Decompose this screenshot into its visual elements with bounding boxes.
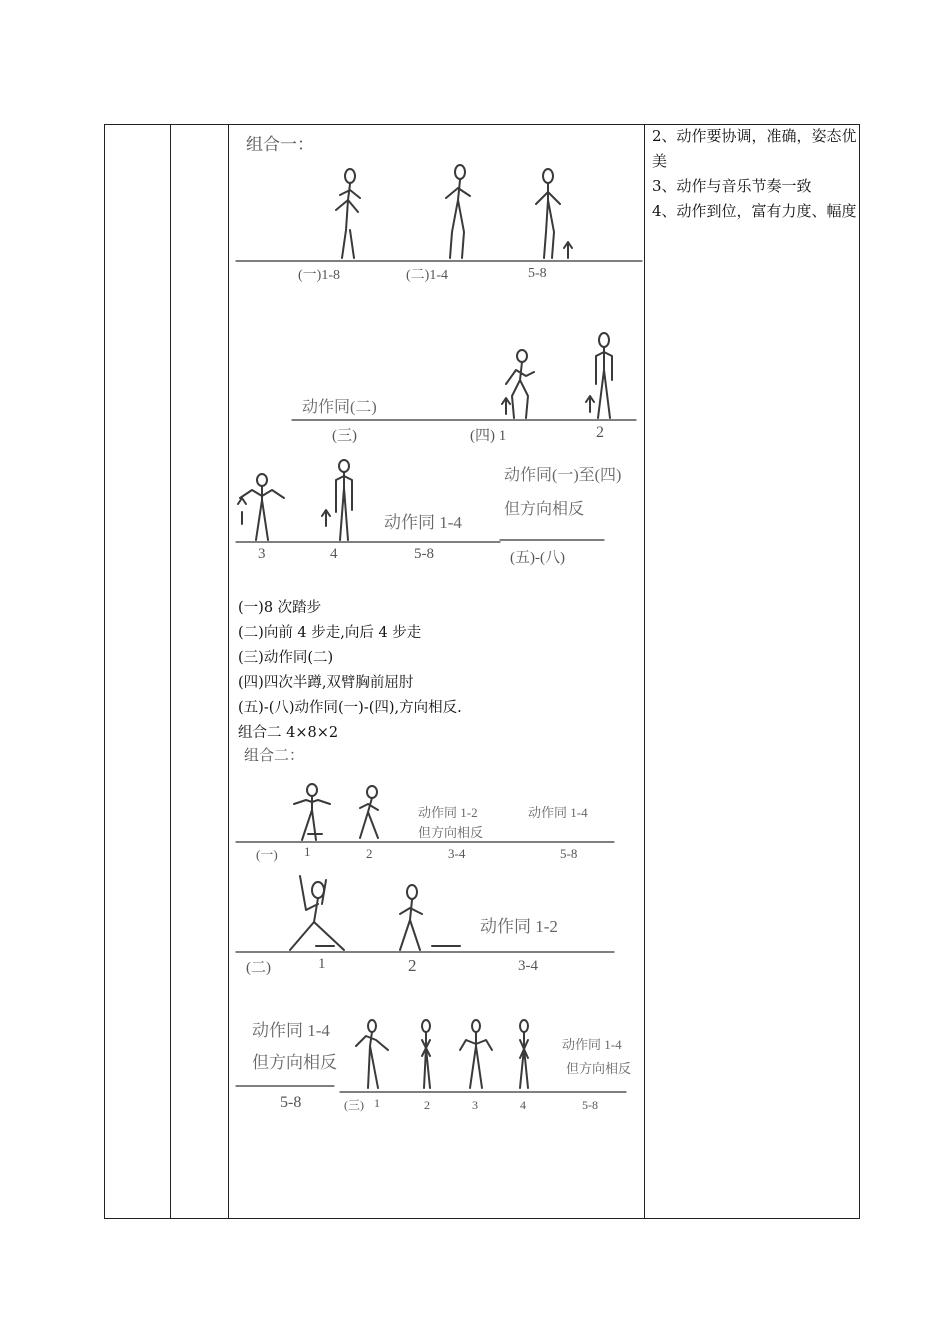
combo2-r1-note: 但方向相反 [418, 825, 484, 840]
requirement-item: 3、动作与音乐节奏一致 [652, 177, 812, 195]
combo1-row3-side-note: 动作同(一)至(四) [504, 467, 622, 484]
combo2-r1-label: 3-4 [448, 846, 466, 861]
combo1-title: 组合一： [246, 135, 314, 154]
combo2-r3-label: 5-8 [582, 1098, 598, 1112]
combo2-r1-label: 1 [304, 844, 311, 859]
combo2-r3-label: 3 [472, 1098, 478, 1112]
combo1-row2-label: (三) [332, 428, 357, 444]
description-line: (一)8 次踏步 [238, 600, 322, 616]
combo2-r3-label: 2 [424, 1098, 430, 1112]
combo2-r3-label: (三) [344, 1098, 364, 1112]
combo2-r3-left-note: 动作同 1-4 [252, 1021, 330, 1040]
combo1-row3-label: 5-8 [414, 546, 434, 562]
combo1-row1-label: (二)1-4 [406, 268, 448, 283]
combo1-row2-label: 2 [596, 424, 604, 441]
combo2-r2-label: (二) [246, 960, 271, 976]
combo2-r3-label: 1 [374, 1096, 380, 1110]
combo1-row3-note: 动作同 1-4 [384, 513, 462, 532]
description-line: (四)四次半蹲,双臂胸前屈肘 [238, 675, 414, 691]
column-divider-3 [644, 125, 645, 1218]
combo1-row3-side-note: 但方向相反 [504, 501, 585, 518]
combo2-r3-label: 4 [520, 1098, 526, 1112]
combo2-r1-label: 2 [366, 846, 373, 861]
combo1-row2-note: 动作同(二) [302, 399, 377, 416]
description-line: (二)向前 4 步走,向后 4 步走 [238, 625, 422, 641]
combo1-row3-side-label: (五)-(八) [510, 550, 565, 566]
combo2-r2-label: 2 [408, 956, 417, 975]
requirement-item: 4、动作到位，富有力度、幅度 [652, 202, 857, 220]
combo2-title: 组合二： [244, 748, 305, 764]
combo1-row3-label: 3 [258, 546, 266, 562]
combo1-row1-label: 5-8 [528, 266, 547, 281]
combo2-r2-label: 1 [318, 956, 326, 972]
combo2-r1-note: 动作同 1-2 [418, 805, 478, 820]
combo1-row2-label: (四) 1 [470, 428, 507, 444]
combo1-row3-label: 4 [330, 546, 338, 562]
lesson-table [104, 124, 860, 1219]
column-divider-1 [170, 125, 171, 1218]
description-line: (五)-(八)动作同(一)-(四),方向相反. [238, 700, 462, 716]
combo2-r3-right-note: 动作同 1-4 [562, 1037, 622, 1052]
combo2-r2-note: 动作同 1-2 [480, 917, 558, 936]
requirement-item: 2、动作要协调，准确，姿态优美 [652, 127, 857, 170]
column-divider-2 [228, 125, 229, 1218]
combo2-r1-note: 动作同 1-4 [528, 805, 588, 820]
combo2-r3-left-note: 但方向相反 [252, 1053, 337, 1072]
combo2-r3-left-label: 5-8 [280, 1094, 302, 1111]
combo2-r1-label: (一) [256, 847, 278, 862]
combo2-r1-label: 5-8 [560, 846, 578, 861]
description-line: (三)动作同(二) [238, 650, 334, 666]
description-line: 组合二 4×8×2 [238, 725, 339, 741]
combo2-r3-right-note: 但方向相反 [566, 1061, 632, 1076]
requirements-cell [652, 124, 857, 224]
combo1-row1-label: (一)1-8 [298, 268, 340, 283]
combo2-r2-label: 3-4 [518, 958, 538, 974]
